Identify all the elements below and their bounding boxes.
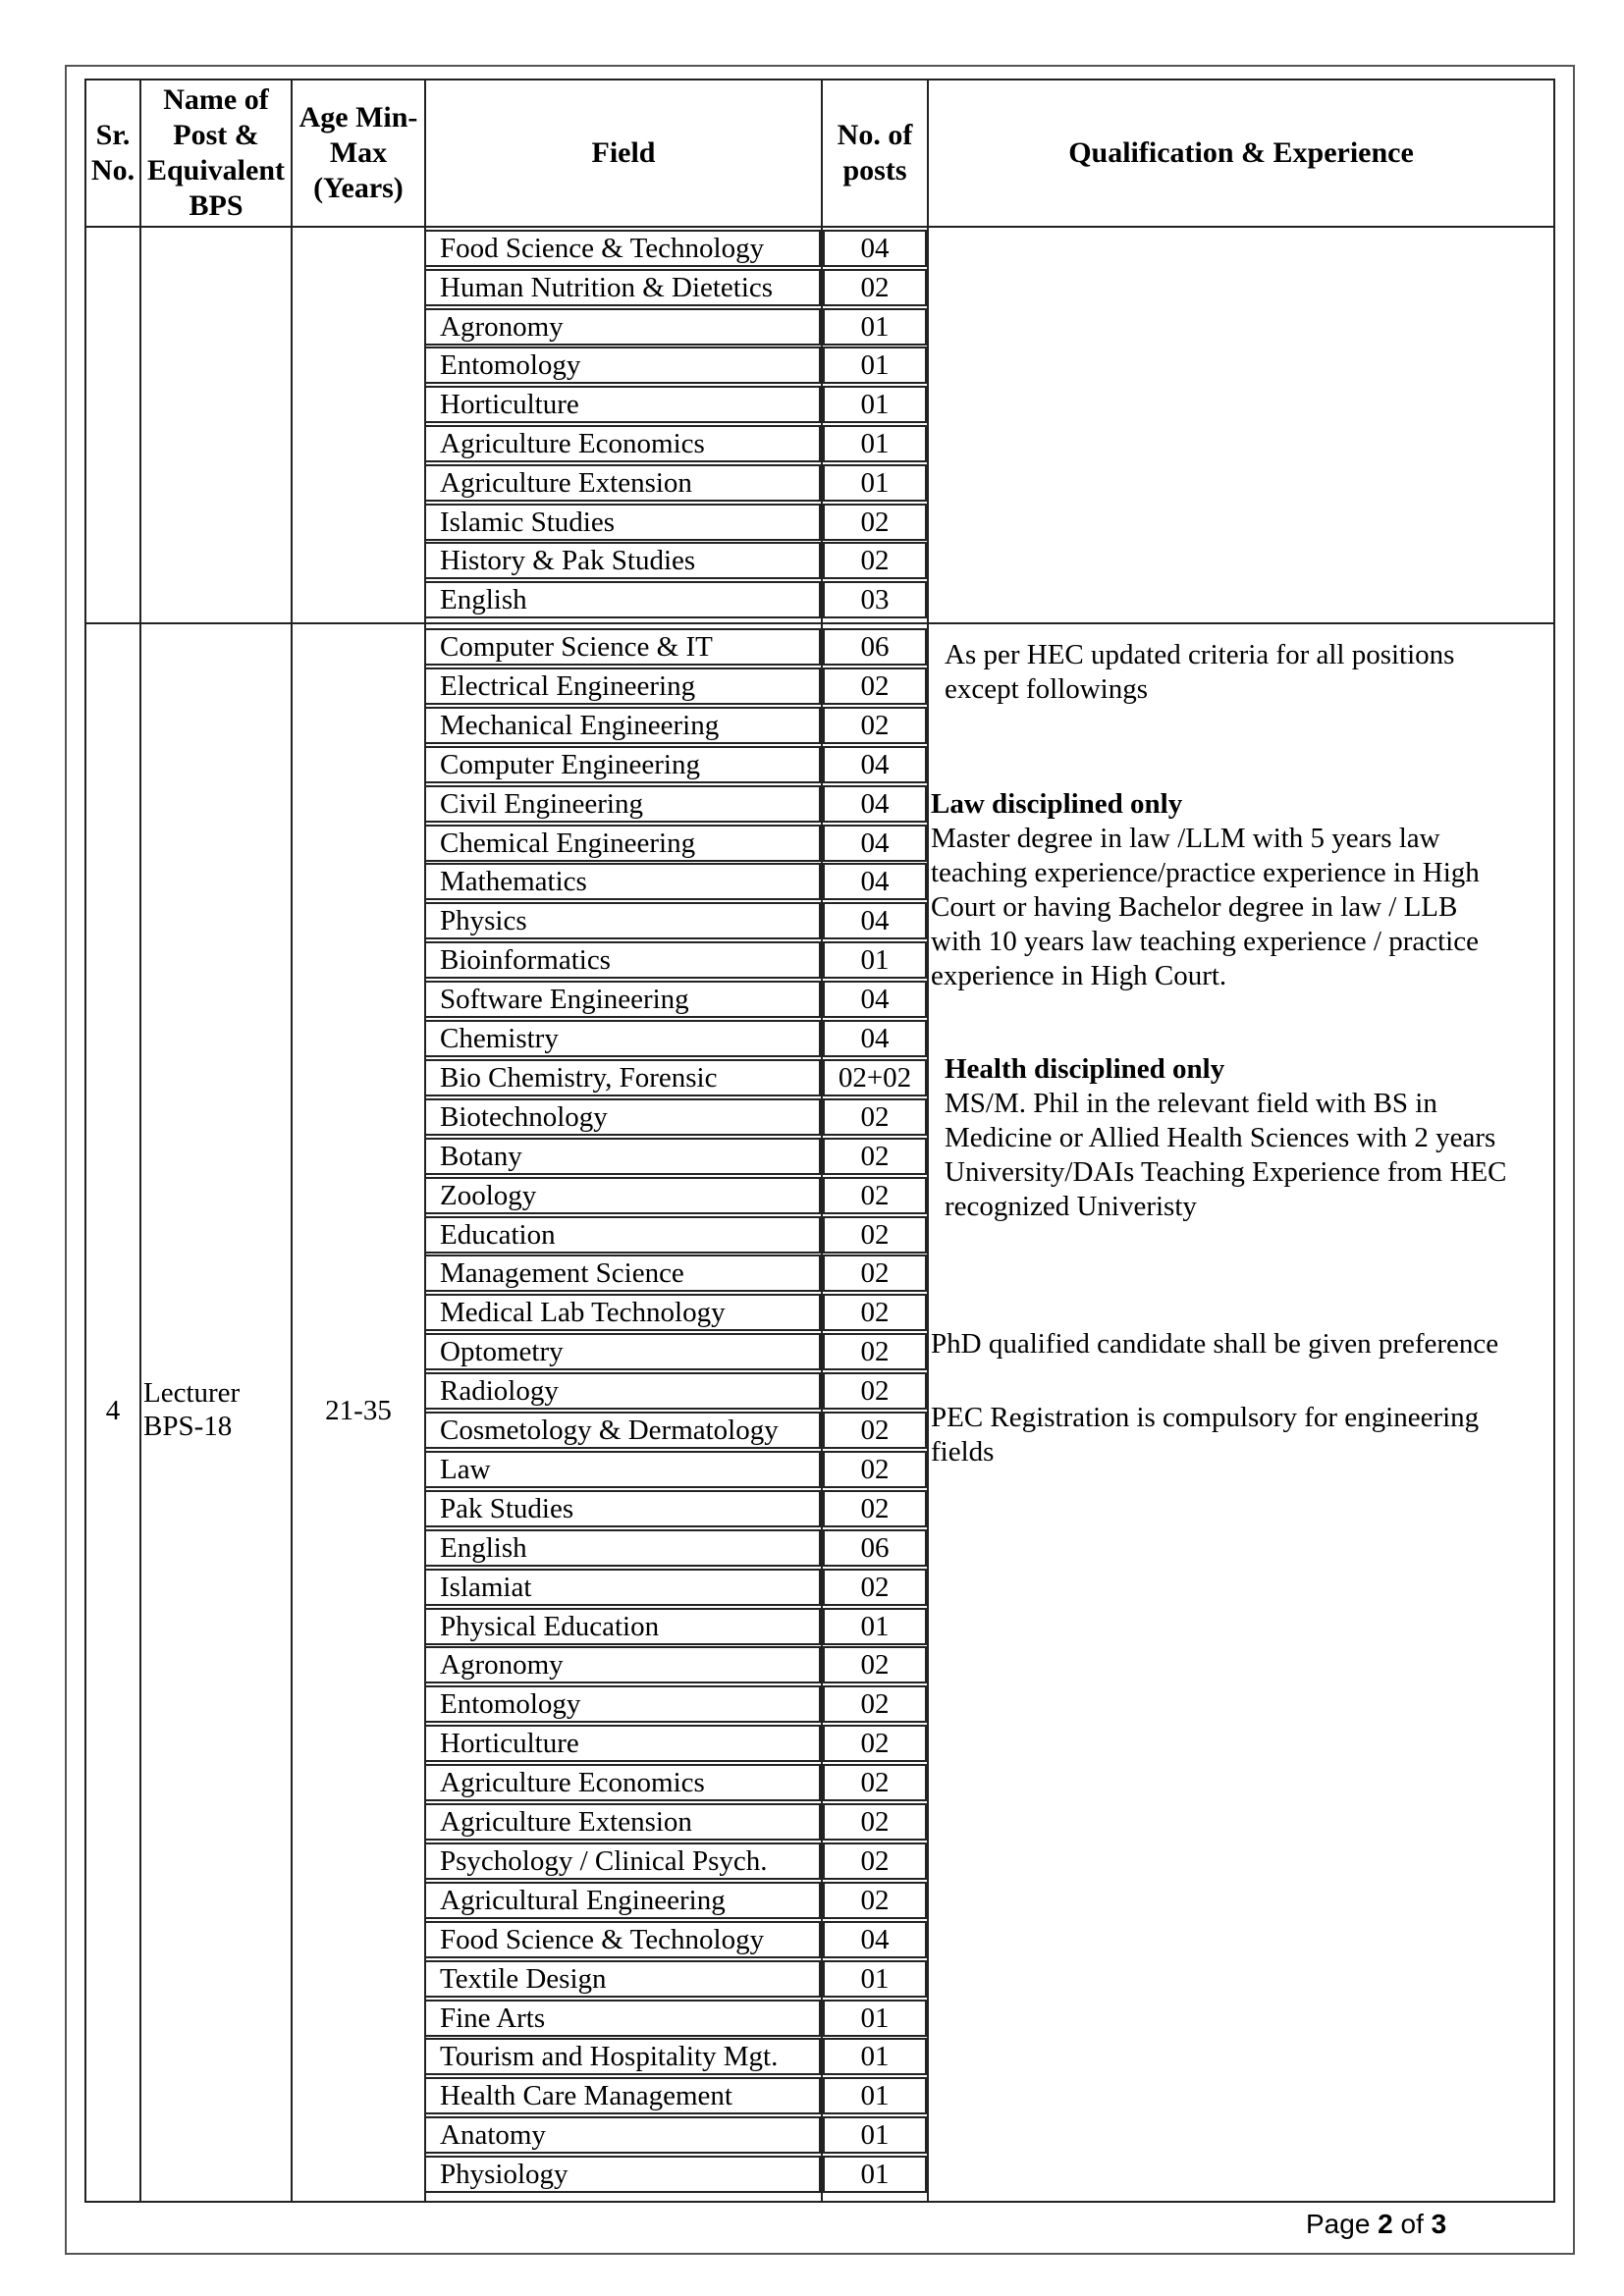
posts-cell: 02 [823, 1216, 927, 1254]
field-cell: Computer Engineering [424, 746, 821, 783]
posts-cell: 01 [823, 1608, 927, 1645]
health-line: Medicine or Allied Health Sciences with 2 years [945, 1122, 1496, 1153]
header-sr: Sr. No. [90, 119, 135, 187]
field-cell: Agronomy [424, 308, 821, 346]
header-age: Age Min-Max (Years) [298, 101, 418, 204]
field-cell: Human Nutrition & Dietetics [424, 269, 821, 306]
law-line: Master degree in law /LLM with 5 years law [931, 823, 1440, 854]
posts-cell: 02 [823, 1372, 927, 1410]
posts-cell: 02 [823, 1490, 927, 1527]
posts-cell: 01 [823, 2077, 927, 2114]
posts-cell: 02 [823, 1333, 927, 1370]
qual-law-block [931, 787, 1480, 993]
field-cell: Psychology / Clinical Psych. [424, 1842, 821, 1880]
field-cell: Physics [424, 902, 821, 939]
posts-cell: 01 [823, 2038, 927, 2075]
field-cell: Entomology [424, 347, 821, 384]
posts-cell: 01 [823, 941, 927, 979]
qual-intro-line: As per HEC updated criteria for all positions [945, 639, 1455, 670]
field-cell: Computer Science & IT [424, 628, 821, 666]
posts-cell: 02 [823, 1255, 927, 1292]
field-cell: Agriculture Extension [424, 464, 821, 502]
sr-number: 4 [105, 1395, 121, 1426]
field-cell: Cosmetology & Dermatology [424, 1412, 821, 1449]
posts-cell: 02 [823, 1569, 927, 1606]
field-cell: Agriculture Extension [424, 1803, 821, 1841]
page-word: Page [1306, 2209, 1379, 2239]
posts-cell: 04 [823, 981, 927, 1018]
health-line: MS/M. Phil in the relevant field with BS in [945, 1088, 1437, 1119]
field-cell: Food Science & Technology [424, 230, 821, 267]
field-cell: Bioinformatics [424, 941, 821, 979]
page-total: 3 [1431, 2209, 1447, 2239]
field-cell: Agriculture Economics [424, 1764, 821, 1801]
law-line: with 10 years law teaching experience / practice [931, 926, 1479, 957]
field-cell: Mathematics [424, 863, 821, 900]
post-name [143, 1376, 240, 1443]
posts-cell: 04 [823, 785, 927, 823]
header-qualification: Qualification & Experience [1068, 136, 1414, 169]
header-field: Field [591, 136, 656, 169]
field-cell: Zoology [424, 1177, 821, 1214]
posts-cell: 01 [823, 2116, 927, 2154]
field-cell: History & Pak Studies [424, 542, 821, 579]
posts-cell: 04 [823, 863, 927, 900]
law-line: teaching experience/practice experience in High [931, 857, 1480, 888]
posts-cell: 02 [823, 667, 927, 705]
posts-cell: 02 [823, 707, 927, 744]
field-cell: English [424, 581, 821, 618]
qual-health-block [945, 1052, 1506, 1224]
health-line: recognized Univeristy [945, 1191, 1197, 1222]
posts-cell: 06 [823, 628, 927, 666]
field-cell: Electrical Engineering [424, 667, 821, 705]
posts-cell: 02 [823, 1764, 927, 1801]
section-divider [84, 622, 1555, 624]
qual-intro-line: except followings [945, 673, 1148, 705]
post-name-line-2: BPS-18 [143, 1411, 233, 1442]
health-heading: Health disciplined only [945, 1053, 1225, 1085]
posts-cell: 02+02 [823, 1059, 927, 1096]
posts-cell: 01 [823, 464, 927, 502]
field-cell: Food Science & Technology [424, 1921, 821, 1958]
field-cell: Mechanical Engineering [424, 707, 821, 744]
law-line: experience in High Court. [931, 960, 1227, 991]
posts-cell: 04 [823, 230, 927, 267]
posts-cell: 01 [823, 386, 927, 423]
posts-cell: 01 [823, 2156, 927, 2193]
posts-cell: 04 [823, 1921, 927, 1958]
posts-cell: 04 [823, 1020, 927, 1057]
posts-cell: 02 [823, 542, 927, 579]
column-divider [139, 79, 141, 2203]
posts-cell: 02 [823, 1098, 927, 1136]
header-posts: No. of posts [837, 119, 913, 187]
posts-cell: 02 [823, 269, 927, 306]
field-cell: Anatomy [424, 2116, 821, 2154]
pec-line: PEC Registration is compulsory for engineering [931, 1402, 1480, 1433]
field-cell: Chemical Engineering [424, 825, 821, 862]
header-post-name: Name of Post & Equivalent BPS [146, 83, 286, 222]
law-line: Court or having Bachelor degree in law / LLB [931, 891, 1458, 923]
page-current: 2 [1378, 2209, 1393, 2239]
page-of: of [1392, 2209, 1432, 2239]
field-cell: English [424, 1529, 821, 1567]
field-cell: Physiology [424, 2156, 821, 2193]
posts-cell: 04 [823, 746, 927, 783]
column-divider [291, 79, 293, 2203]
post-name-line-1: Lecturer [143, 1377, 241, 1409]
posts-cell: 02 [823, 1725, 927, 1762]
field-cell: Chemistry [424, 1020, 821, 1057]
field-cell: Agronomy [424, 1646, 821, 1683]
posts-cell: 02 [823, 1842, 927, 1880]
age-range: 21-35 [325, 1395, 392, 1426]
field-cell: Radiology [424, 1372, 821, 1410]
posts-cell: 06 [823, 1529, 927, 1567]
page-number [1306, 2209, 1446, 2240]
field-cell: Bio Chemistry, Forensic [424, 1059, 821, 1096]
posts-cell: 01 [823, 425, 927, 462]
posts-cell: 01 [823, 1960, 927, 1998]
health-line: University/DAIs Teaching Experience from HEC [945, 1156, 1507, 1188]
field-cell: Education [424, 1216, 821, 1254]
posts-cell: 02 [823, 1685, 927, 1723]
posts-cell: 01 [823, 347, 927, 384]
field-cell: Civil Engineering [424, 785, 821, 823]
posts-cell: 04 [823, 902, 927, 939]
posts-cell: 04 [823, 825, 927, 862]
posts-cell: 02 [823, 1412, 927, 1449]
field-cell: Botany [424, 1138, 821, 1175]
column-divider [927, 79, 929, 2203]
posts-cell: 03 [823, 581, 927, 618]
posts-cell: 02 [823, 1294, 927, 1331]
field-cell: Pak Studies [424, 1490, 821, 1527]
qual-phd: PhD qualified candidate shall be given preference [931, 1328, 1499, 1360]
header-divider [84, 226, 1555, 228]
posts-cell: 02 [823, 1138, 927, 1175]
field-cell: Islamiat [424, 1569, 821, 1606]
field-cell: Tourism and Hospitality Mgt. [424, 2038, 821, 2075]
posts-cell: 02 [823, 1882, 927, 1919]
field-cell: Islamic Studies [424, 504, 821, 541]
law-heading: Law disciplined only [931, 788, 1183, 820]
field-cell: Health Care Management [424, 2077, 821, 2114]
field-cell: Horticulture [424, 1725, 821, 1762]
field-cell: Textile Design [424, 1960, 821, 1998]
posts-cell: 01 [823, 308, 927, 346]
posts-cell: 01 [823, 2000, 927, 2037]
qual-pec [931, 1401, 1479, 1469]
field-cell: Agriculture Economics [424, 425, 821, 462]
field-cell: Law [424, 1451, 821, 1488]
pec-line: fields [931, 1436, 995, 1468]
field-cell: Medical Lab Technology [424, 1294, 821, 1331]
field-cell: Horticulture [424, 386, 821, 423]
field-cell: Fine Arts [424, 2000, 821, 2037]
field-cell: Management Science [424, 1255, 821, 1292]
field-cell: Optometry [424, 1333, 821, 1370]
posts-cell: 02 [823, 1803, 927, 1841]
field-cell: Biotechnology [424, 1098, 821, 1136]
field-cell: Entomology [424, 1685, 821, 1723]
field-cell: Software Engineering [424, 981, 821, 1018]
field-cell: Physical Education [424, 1608, 821, 1645]
posts-cell: 02 [823, 1177, 927, 1214]
posts-cell: 02 [823, 1646, 927, 1683]
field-cell: Agricultural Engineering [424, 1882, 821, 1919]
posts-cell: 02 [823, 1451, 927, 1488]
posts-cell: 02 [823, 504, 927, 541]
qual-intro [945, 638, 1454, 707]
